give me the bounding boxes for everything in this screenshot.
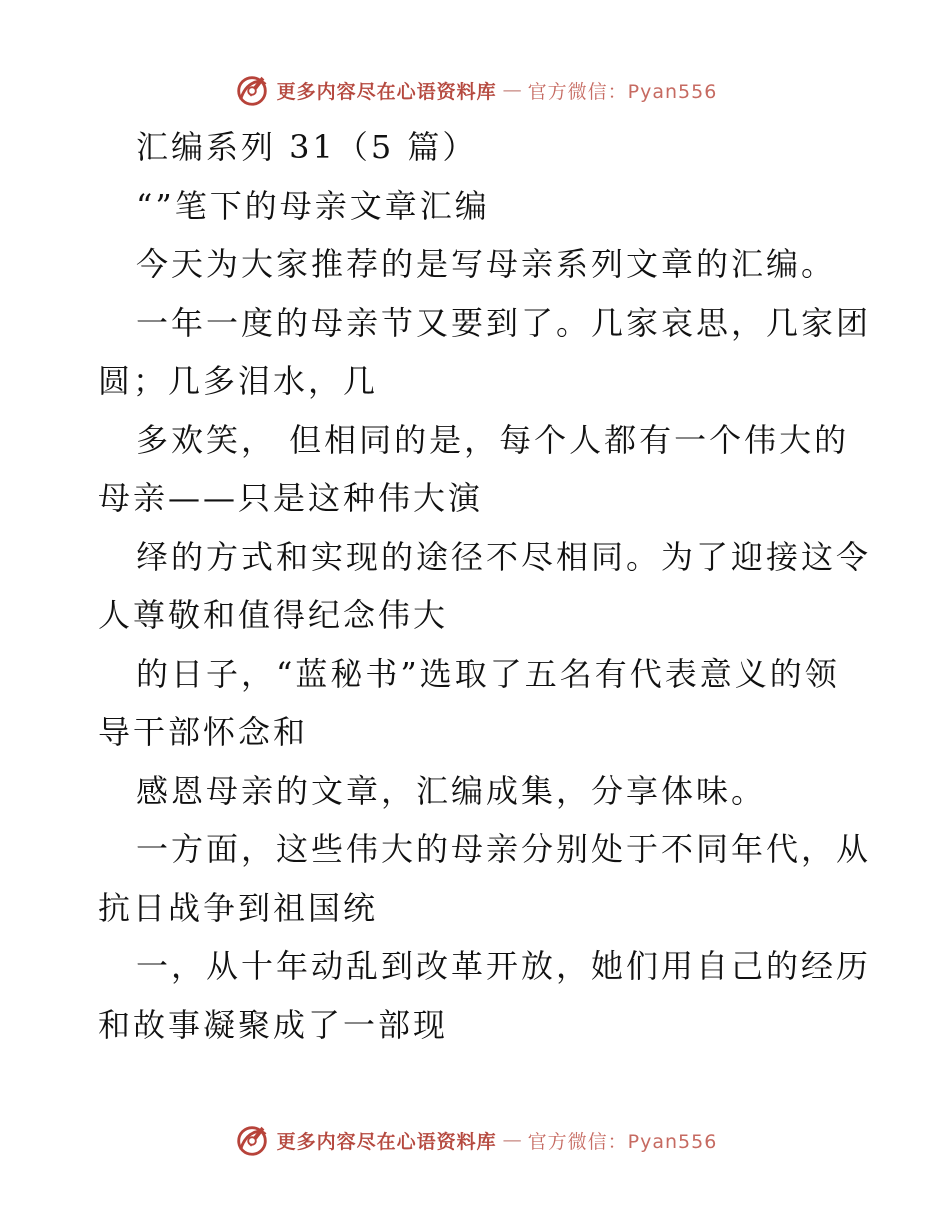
paragraph-line: 母亲——只是这种伟大演 xyxy=(98,479,484,517)
paragraph-line: 感恩母亲的文章，汇编成集，分享体味。 xyxy=(136,771,767,810)
banner-site-text: 更多内容尽在心语资料库 xyxy=(276,80,497,103)
banner-wechat-text: 官方微信：Pyan556 xyxy=(527,80,718,103)
paragraph-line: 绎的方式和实现的途径不尽相同。为了迎接这令 xyxy=(136,537,872,576)
pen-swirl-logo-icon xyxy=(233,71,271,109)
banner-dash: — xyxy=(502,79,522,101)
footer-banner xyxy=(0,1120,950,1160)
banner-wechat-text: 官方微信：Pyan556 xyxy=(527,1130,718,1153)
article-title: “”笔下的母亲文章汇编 xyxy=(136,186,490,225)
pen-swirl-logo-icon xyxy=(233,1121,271,1159)
paragraph-line: 多欢笑， 但相同的是，每个人都有一个伟大的 xyxy=(136,420,850,459)
series-title: 汇编系列 31（5 篇） xyxy=(136,128,478,166)
paragraph-line: 今天为大家推荐的是写母亲系列文章的汇编。 xyxy=(136,245,837,283)
document-body xyxy=(98,118,872,1054)
paragraph-line: 一，从十年动乱到改革开放，她们用自己的经历 xyxy=(136,947,872,985)
paragraph-line: 圆；几多泪水，几 xyxy=(98,362,379,400)
paragraph-line: 一年一度的母亲节又要到了。几家哀思，几家团 xyxy=(136,303,872,342)
paragraph-line: 抗日战争到祖国统 xyxy=(98,888,379,927)
paragraph-line: 和故事凝聚成了一部现 xyxy=(98,1005,449,1044)
banner-dash: — xyxy=(502,1129,522,1151)
paragraph-line: 一方面，这些伟大的母亲分别处于不同年代，从 xyxy=(136,830,872,868)
banner-site-text: 更多内容尽在心语资料库 xyxy=(276,1130,497,1153)
paragraph-line: 人尊敬和值得纪念伟大 xyxy=(98,596,449,634)
paragraph-line: 的日子，“蓝秘书”选取了五名有代表意义的领 xyxy=(136,654,840,693)
header-banner xyxy=(0,70,950,110)
paragraph-line: 导干部怀念和 xyxy=(98,713,309,751)
